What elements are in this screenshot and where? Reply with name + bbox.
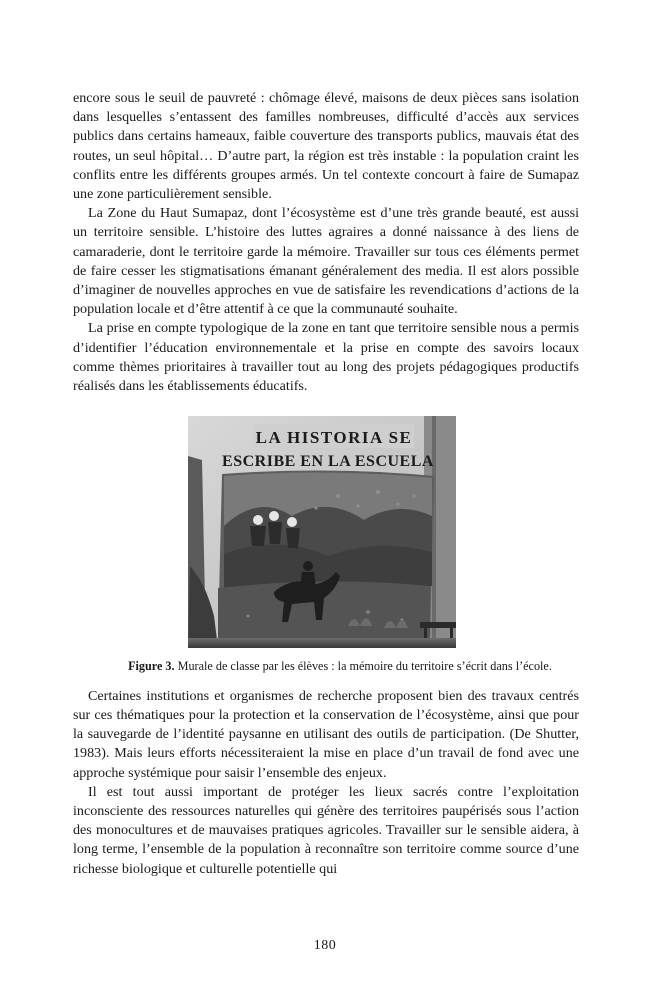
- figure-caption-text: Murale de classe par les élèves : la mémoire du territoire s’écrit dans l’école.: [174, 659, 552, 674]
- page-body: [73, 89, 579, 879]
- paragraph-4: Certaines institutions et organismes de recherche proposent bien des travaux centrés sur ces thématiques pour la protection et la conservation de l’écosystème, ainsi que pour la sauvegarde de l’identité paysanne en utilisant des outils de participation. (De Shutter, 1983). Mais leurs efforts nécessiteraient la mise en place d’un travail de fond avec une approche systémique pour saisir l’ensemble des enjeux.: [73, 687, 579, 781]
- figure-caption-label: Figure 3.: [128, 659, 175, 674]
- paragraph-2: La Zone du Haut Sumapaz, dont l’écosystème est d’une très grande beauté, est aussi un territoire sensible. L’histoire des luttes agraires a donné naissance à des liens de camaraderie, dont le territoire garde la mémoire. Travailler sur tous ces éléments permet de faire cesser les stigmatisations émanant généralement des media. Il est alors possible d’imaginer de nouvelles approches en vue de satisfaire les revendications d’actions de la population locale et d’être attentif à ce que la communauté souhaite.: [73, 205, 579, 318]
- mural-title-line-2: ESCRIBE EN LA ESCUELA: [222, 453, 434, 471]
- figure-3-photo: [188, 416, 456, 648]
- mural-photo-image: [188, 416, 456, 648]
- paragraph-3: La prise en compte typologique de la zone en tant que territoire sensible nous a permis d’identifier l’éducation environnementale et la prise en compte des savoirs locaux comme thèmes prioritaires à travailler tout au long des projets pédagogiques productifs réalisés dans les établissements éducatifs.: [73, 320, 579, 395]
- figure-caption: [73, 659, 579, 675]
- mural-title-line-1: LA HISTORIA SE: [255, 428, 413, 448]
- paragraph-1: encore sous le seuil de pauvreté : chômage élevé, maisons de deux pièces sans isolation dans lesquelles s’entassent des familles nombreuses, difficulté d’accès aux services publics dans certains hameaux, faible couverture des transports publics, mauvais état des routes, un seul hôpital… D’autre part, la région est très instable : la population craint les conflits entre les différents groupes armés. Un tel contexte concourt à faire de Sumapaz une zone particulièrement sensible.: [73, 90, 579, 203]
- paragraph-5: Il est tout aussi important de protéger les lieux sacrés contre l’exploitation inconsciente des ressources naturelles qui génère des territoires paupérisés sous l’action des monocultures et de mauvaises pratiques agricoles. Travailler sur le sensible aidera, à long terme, l’ensemble de la population à reconnaître son territoire comme source d’une richesse biologique et culturelle potentielle qui: [73, 783, 579, 877]
- page-number: 180: [313, 938, 337, 953]
